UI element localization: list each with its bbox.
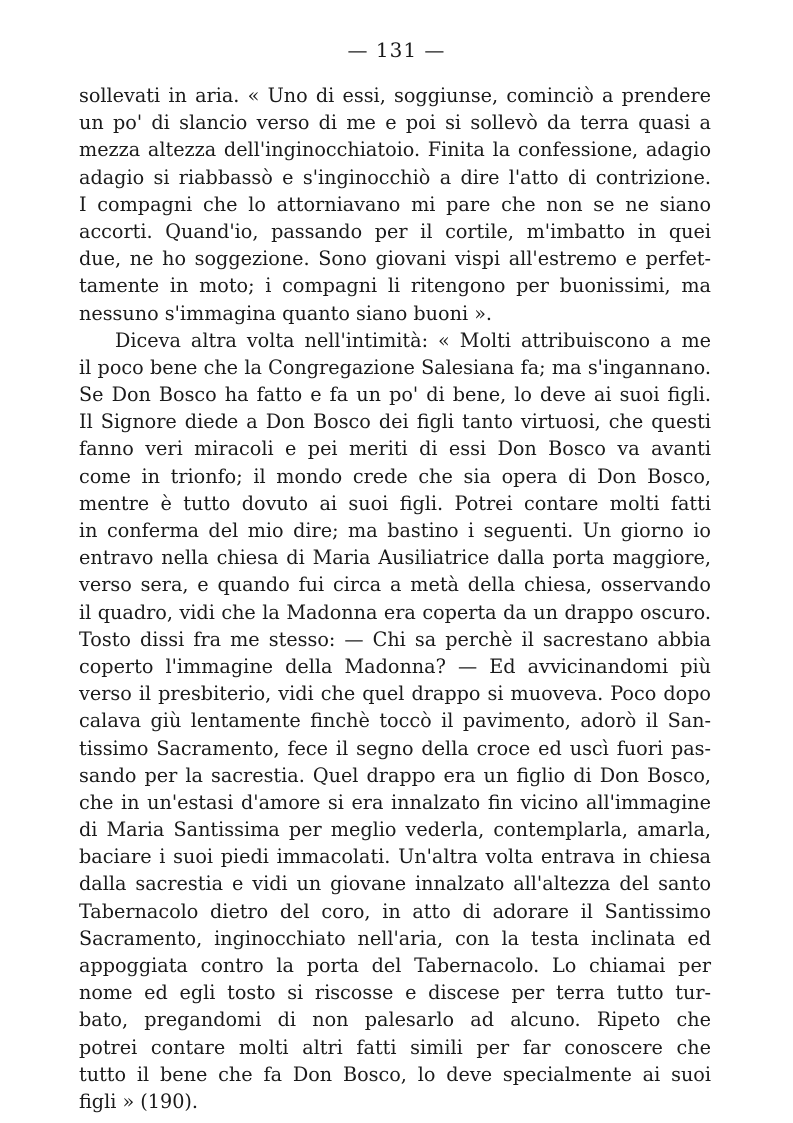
text-line: I compagni che lo attorniavano mi pare che non se ne siano bbox=[79, 192, 711, 216]
text-line: accorti. Quand'io, passando per il cortile, m'imbatto in quei bbox=[79, 219, 711, 243]
text-line: potrei contare molti altri fatti simili per far conoscere che bbox=[79, 1035, 711, 1059]
text-line: due, ne ho soggezione. Sono giovani vispi all'estremo e perfet- bbox=[79, 247, 711, 271]
text-line: di Maria Santissima per meglio vederla, contemplarla, amarla, bbox=[79, 818, 711, 842]
text-line: appoggiata contro la porta del Tabernacolo. Lo chiamai per bbox=[79, 954, 711, 977]
text-line: come in trionfo; il mondo crede che sia opera di Don Bosco, bbox=[79, 464, 711, 488]
text-line: verso sera, e quando fui circa a metà della chiesa, osservando bbox=[79, 573, 711, 597]
page-number: — 131 — bbox=[347, 38, 446, 62]
text-line: tissimo Sacramento, fece il segno della croce ed uscì fuori pas- bbox=[79, 736, 711, 760]
text-line: bato, pregandomi di non palesarlo ad alcuno. Ripeto che bbox=[79, 1008, 711, 1032]
text-line: calava giù lentamente finchè toccò il pavimento, adorò il San- bbox=[79, 709, 711, 733]
text-line: Se Don Bosco ha fatto e fa un po' di bene, lo deve ai suoi figli. bbox=[79, 383, 711, 407]
text-line: mezza altezza dell'inginocchiatoio. Finita la confessione, adagio bbox=[79, 138, 711, 162]
text-line: tamente in moto; i compagni li ritengono per buonissimi, ma bbox=[79, 274, 711, 298]
text-line: Tosto dissi fra me stesso: — Chi sa perchè il sacrestano abbia bbox=[79, 627, 711, 651]
text-line: un po' di slancio verso di me e poi si sollevò da terra quasi a bbox=[79, 111, 711, 135]
paragraph-2 bbox=[79, 327, 711, 1115]
text-line: Sacramento, inginocchiato nell'aria, con la testa inclinata ed bbox=[79, 926, 711, 950]
text-line: in conferma del mio dire; ma bastino i seguenti. Un giorno io bbox=[79, 519, 711, 542]
text-line: figli » (190). bbox=[79, 1089, 198, 1113]
text-line: nessuno s'immagina quanto siano buoni ». bbox=[79, 301, 493, 325]
text-line: sando per la sacrestia. Quel drappo era un figlio di Don Bosco, bbox=[79, 763, 711, 787]
paragraph-1 bbox=[79, 82, 711, 327]
text-line: il poco bene che la Congregazione Salesiana fa; ma s'ingannano. bbox=[79, 355, 711, 379]
text-line: adagio si riabbassò e s'inginocchiò a dire l'atto di contrizione. bbox=[79, 165, 711, 189]
body-text bbox=[79, 82, 711, 1115]
text-line: che in un'estasi d'amore si era innalzato fin vicino all'immagine bbox=[79, 790, 711, 814]
text-line: coperto l'immagine della Madonna? — Ed avvicinandomi più bbox=[79, 654, 711, 678]
text-line: entravo nella chiesa di Maria Ausiliatrice dalla porta maggiore, bbox=[79, 546, 711, 570]
text-line: Il Signore diede a Don Bosco dei figli tanto virtuosi, che questi bbox=[79, 410, 711, 434]
text-line: Tabernacolo dietro del coro, in atto di adorare il Santissimo bbox=[79, 899, 711, 923]
text-line: nome ed egli tosto si riscosse e discese per terra tutto tur- bbox=[79, 981, 711, 1005]
text-line: verso il presbiterio, vidi che quel drappo si muoveva. Poco dopo bbox=[79, 682, 711, 706]
text-line: mentre è tutto dovuto ai suoi figli. Potrei contare molti fatti bbox=[79, 491, 711, 515]
text-line: fanno veri miracoli e pei meriti di essi Don Bosco va avanti bbox=[79, 437, 711, 461]
text-line: sollevati in aria. « Uno di essi, soggiunse, cominciò a prendere bbox=[79, 84, 711, 107]
text-line: il quadro, vidi che la Madonna era coperta da un drappo oscuro. bbox=[79, 600, 711, 624]
text-line: dalla sacrestia e vidi un giovane innalzato all'altezza del santo bbox=[79, 872, 711, 896]
text-line: tutto il bene che fa Don Bosco, lo deve specialmente ai suoi bbox=[79, 1062, 711, 1086]
text-line: baciare i suoi piedi immacolati. Un'altra volta entrava in chiesa bbox=[79, 845, 711, 869]
text-line: Diceva altra volta nell'intimità: « Molti attribuiscono a me bbox=[115, 328, 711, 352]
